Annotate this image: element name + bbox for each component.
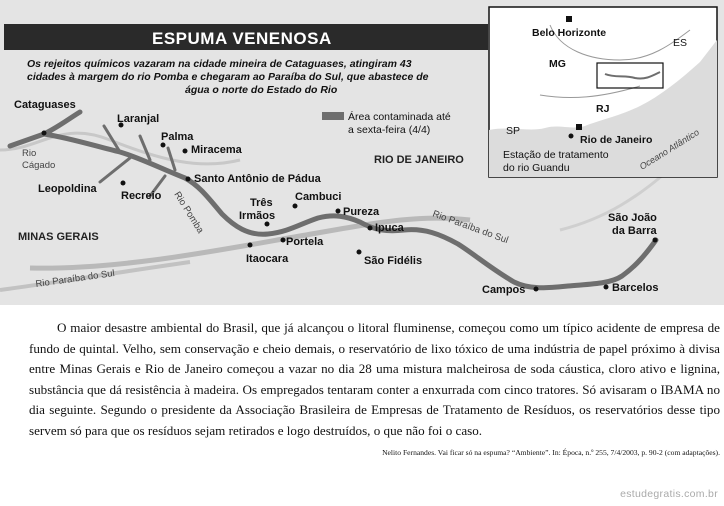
city-palma: Palma	[161, 131, 194, 143]
city-santo-antonio: Santo Antônio de Pádua	[194, 173, 321, 185]
watermark: estudegratis.com.br	[620, 488, 718, 500]
region-minas-gerais: MINAS GERAIS	[18, 231, 99, 243]
city-ipuca: Ipuca	[375, 222, 404, 234]
city-laranjal: Laranjal	[117, 113, 160, 125]
inset-bh-marker	[566, 16, 572, 22]
city-cataguases: Cataguases	[14, 99, 76, 111]
article-text: O maior desastre ambiental do Brasil, que já alcançou o litoral fluminense, começou como um típico acidente de empresa de fundo de quintal. Velho, sem conservação e cheio demais, o reservatório de lixo tóxico de uma indústria de papel próximo à divisa entre Minas Gerais e Rio de Janeiro começou a vazar no dia 28 uma mistura malcheirosa de soda cáustica, cloro ativo e lignina, substância que dá resistência à madeira. Os empregados tentaram conter a enxurrada com cinco tratores. Só avisaram o IBAMA no dia seguinte. Segundo o presidente da Associação Brasileira de Empresas de Tratamento de Resíduos, os reservatórios desse tipo servem só para que os resíduos sejam retirados e logo destruídos, o que não foi o caso.	[29, 320, 720, 438]
legend-line-1: Área contaminada até	[348, 111, 451, 123]
city-pureza: Pureza	[343, 206, 380, 218]
city-tres-irmaos-1: Três	[250, 197, 273, 209]
city-recreio: Recreio	[121, 190, 162, 202]
inset-rio-de-janeiro: Rio de Janeiro	[580, 134, 653, 146]
inset-station-marker	[569, 134, 574, 139]
citation: Nelito Fernandes. Vai ficar só na espuma? “Ambiente”. In: Época, n.º 255, 7/4/2003, p. 90-2 (com adaptações).	[382, 448, 720, 457]
inset-rio-marker	[576, 124, 582, 130]
inset-belo-horizonte: Belo Horizonte	[532, 27, 607, 39]
inset-ocean-label: Oceano Atlântico	[637, 127, 701, 172]
river-cagado-2: Cágado	[22, 160, 56, 171]
subtitle-line-3: água o norte do Estado do Rio	[185, 84, 338, 96]
article-paragraph	[29, 318, 720, 442]
inset-station-1: Estação de tratamento	[503, 149, 609, 161]
inset-sp: SP	[506, 125, 521, 137]
inset-es: ES	[673, 37, 688, 49]
inset-rj: RJ	[596, 103, 610, 115]
city-campos: Campos	[482, 284, 526, 296]
city-tres-irmaos-2: Irmãos	[239, 210, 276, 222]
city-itaocara: Itaocara	[246, 253, 289, 265]
river-cagado-1: Rio	[22, 148, 37, 159]
river-pomba: Rio Pomba	[171, 189, 206, 236]
subtitle-line-2: cidades à margem do rio Pomba e chegaram ao Paraíba do Sul, que abastece de	[27, 71, 429, 83]
city-barcelos: Barcelos	[612, 282, 659, 294]
map-title: ESPUMA VENENOSA	[152, 29, 332, 48]
river-paraiba-upper: Rio Paraíba do Sul	[430, 208, 510, 247]
city-leopoldina: Leopoldina	[38, 183, 97, 195]
city-cambuci: Cambuci	[295, 191, 342, 203]
subtitle-line-1: Os rejeitos químicos vazaram na cidade mineira de Cataguases, atingiram 43	[27, 58, 412, 70]
inset-station-2: do rio Guandu	[503, 162, 570, 174]
city-miracema: Miracema	[191, 144, 242, 156]
city-sao-joao-2: da Barra	[612, 225, 657, 237]
legend-line-2: a sexta-feira (4/4)	[348, 124, 431, 136]
river-paraiba-lower: Rio Paraíba do Sul	[34, 267, 116, 290]
inset-mg: MG	[549, 58, 566, 70]
region-rio-de-janeiro: RIO DE JANEIRO	[374, 154, 464, 166]
city-portela: Portela	[286, 236, 324, 248]
legend-swatch	[322, 112, 344, 120]
city-sao-joao-1: São João	[608, 212, 657, 224]
city-sao-fidelis: São Fidélis	[364, 255, 423, 267]
